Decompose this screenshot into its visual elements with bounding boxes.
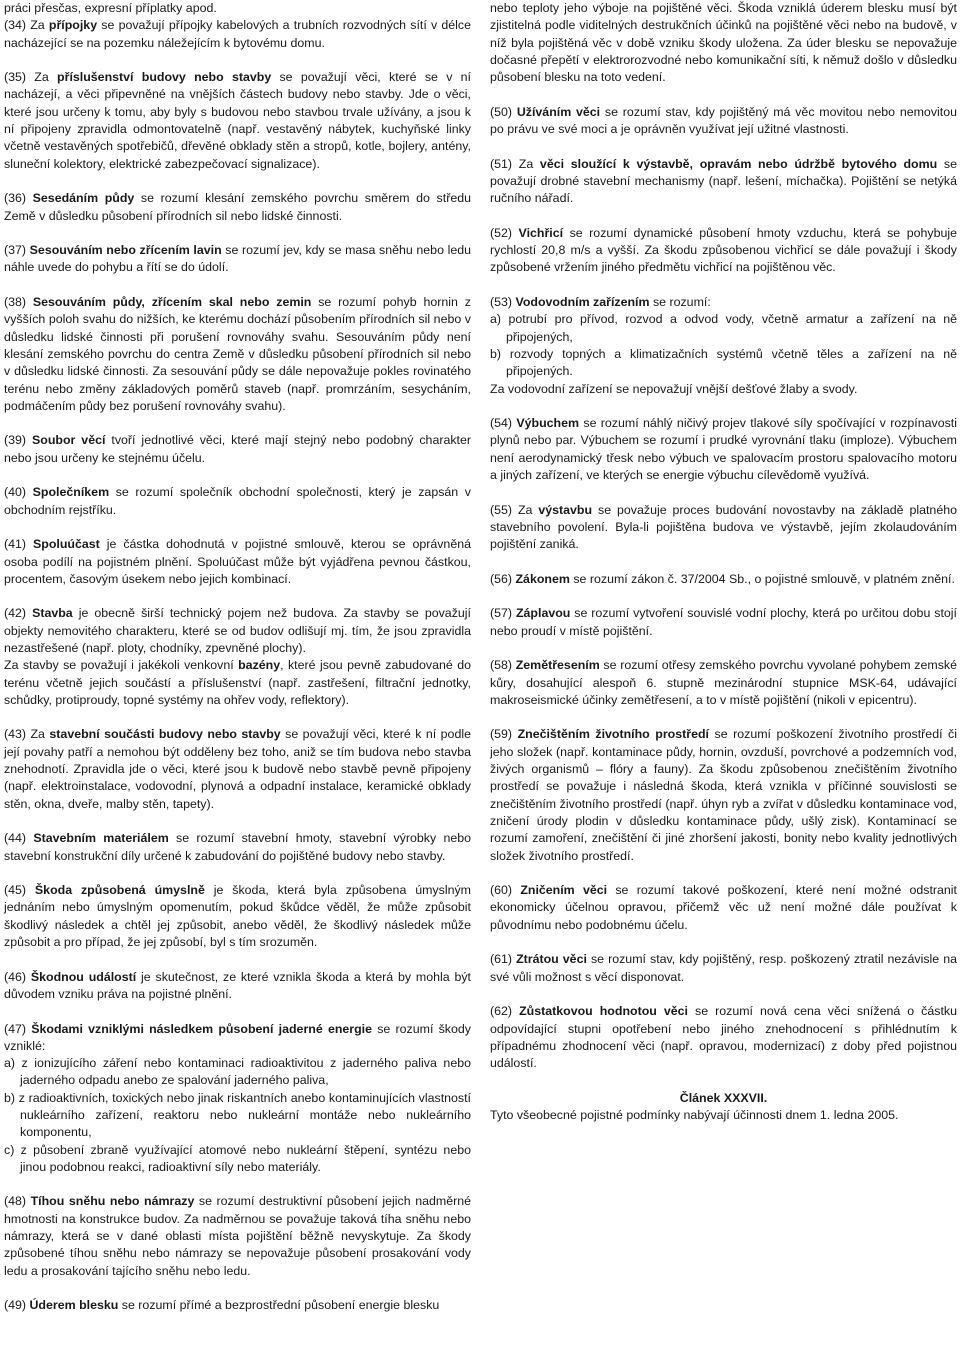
term-vichrice: Vichřicí	[518, 225, 564, 240]
list-item: a) potrubí pro přívod, rozvod a odvod vody, včetně armatur a zařízení na ně připojených,	[490, 312, 957, 344]
paragraph-53	[490, 294, 957, 311]
paragraph-text: se rozumí stav, kdy pojištěný má věc movitou nebo nemovitou po právu ve své moci a je oprávněn využívat její užitné vlastnosti.	[490, 104, 957, 137]
paragraph-lead: (53)	[490, 295, 516, 310]
paragraph-lead: (40)	[4, 485, 33, 500]
paragraph-text: je obecně širší technický pojem než budova. Za stavby se považují objekty nemovitého charakteru, které se od budov odlišují mj. tím, že jsou zpravidla nezastřešené (např. ploty, chodníky, zpevněné plochy).	[4, 606, 471, 655]
paragraph-text: se rozumí pohyb hornin z vyšších poloh svahu do nižších, ke kterému dochází působením přírodních sil nebo v důsledku lidské činnosti při porušení rovnováhy svahu. Sesouváním půdy není klesání zemského povrchu do centra Země v důsledku působení přírodních sil nebo v důsledku lidské činnosti. Za sesouvání půdy se dále nepovažuje pokles rovinatého terénu nebo změny základových poměrů staveb (např. promrzáním, sesycháním, podmáčením půdy bez porušení rovnováhy svahu).	[4, 295, 471, 413]
paragraph-text: se rozumí přímé a bezprostřední působení energie blesku	[118, 1298, 440, 1313]
term-stavba: Stavba	[32, 606, 73, 621]
paragraph-text: se rozumí otřesy zemského povrchu vyvolané pohybem zemské kůry, dosahující alespoň 6. stupně mezinárodní stupnice MSK-64, udávající makroseismické účinky zemětřesení, a to v místě pojištění (nikoli v epicentru).	[490, 658, 957, 707]
paragraph-text: , které jsou pevně zabudované do terénu včetně jejich součástí a příslušenství (např. zastřešení, filtrační jednotky, schůdky, protiproudy, topné systémy na ohřev vody, reflektory).	[4, 658, 471, 707]
term-spolecnik: Společníkem	[32, 485, 110, 500]
term-zaplava: Záplavou	[515, 606, 571, 621]
paragraph-36	[4, 190, 471, 225]
paragraph-lead: (56)	[490, 571, 516, 586]
term-zakon: Zákonem	[515, 571, 570, 586]
paragraph-52	[490, 225, 957, 277]
paragraph-text: se považují věci, které se v ní nacházejí, a věci připevněné na vnějších částech budovy nebo stavby. Jde o věci, které jsou určeny k tomu, aby byly s budovou nebo stavbou trvale užívány, a jsou k ní připojeny zpravidla odmontovatelně (např. vestavěný nábytek, kuchyňské linky včetně vestavěných spotřebičů, dřevěné obklady stěn a stropů, kotle, bojlery, antény, sluneční kolektory, elektrické zabezpečovací signalizace).	[4, 70, 471, 171]
paragraph-text: se rozumí:	[649, 295, 711, 310]
paragraph-text: se rozumí stav, kdy pojištěný, resp. poškozený ztratil nezávisle na své vůli možnost s věcí disponovat.	[490, 952, 958, 984]
term-pripojky: přípojky	[48, 18, 98, 33]
paragraph-48	[4, 1193, 471, 1279]
paragraph-39	[4, 432, 471, 467]
paragraph-text: se považují věci, které k ní podle její povahy patří a nemohou být odděleny bez toho, aniž se tím budova nebo stavba znehodnotí. Zpravidla jde o věci, které jsou k budově nebo stavbě pevně připojeny (např. elektroinstalace, vodovodní, plynová a odpadní instalace, keramické obklady stěn, okna, dveře, malby stěn, tapety).	[4, 727, 471, 811]
paragraph-text: se považují drobné stavební mechanismy (např. lešení, míchačka). Pojištění se netýká ručního nářadí.	[490, 156, 957, 206]
paragraph-lead: (34) Za	[4, 18, 49, 33]
paragraph-56	[490, 571, 957, 588]
paragraph-lead: (60)	[490, 883, 521, 898]
paragraph-lead: (41)	[4, 537, 33, 552]
paragraph-text: je skutečnost, ze které vznikla škoda a která by mohla být důvodem vzniku práva na pojistné plnění.	[4, 969, 471, 1001]
paragraph-lead: (49)	[4, 1298, 30, 1313]
paragraph-lead: (48)	[4, 1194, 31, 1209]
paragraph-lead: (43) Za	[4, 727, 50, 742]
paragraph-44	[4, 830, 471, 865]
paragraph-text: tvoří jednotlivé věci, které mají stejný nebo podobný charakter nebo jsou určeny ke stejnému účelu.	[4, 433, 472, 465]
term-vybuch: Výbuchem	[516, 416, 580, 431]
term-bazeny: bazény	[238, 658, 281, 673]
paragraph-text: se rozumí zákon č. 37/2004 Sb., o pojistné smlouvě, v platném znění.	[569, 571, 955, 586]
term-zemetreseni: Zemětřesením	[515, 658, 600, 673]
paragraph-text: se rozumí destruktivní působení jejich nadměrné hmotnosti na konstrukce budov. Za nadměrnou se považuje taková tíha sněhu nebo námrazy, která se v dané oblasti místa pojištění běžně nevyskytuje. Za škody způsobené tíhou sněhu nebo námrazy se nepovažuje působení prosakování vody ledu a prosakování tajícího sněhu nebo ledu.	[4, 1194, 471, 1278]
paragraph-text: se rozumí vytvoření souvislé vodní plochy, která po určitou dobu stojí nebo proudí v místě pojištění.	[490, 606, 957, 638]
paragraph-text: se rozumí poškození životního prostředí či jeho složek (např. kontaminace půdy, hornin, ovzduší, povrchové a podzemních vod, živých organismů – flóry a fauny). Za škodu způsobenou znečištěním životního prostředí se považuje i následná škoda, která vznikla v příčinné souvislosti se znečištěním životního prostředí (např. úhyn ryb a zvířat v důsledku kontaminace vod, zničení úrody plodin v důsledku kontaminace půdy, ušlý zisk). Kontaminací se rozumí zamoření, znečištění či jiné zhoršení jakosti, bonity nebo kvality jednotlivých složek životního prostředí.	[490, 727, 957, 863]
paragraph-61	[490, 951, 957, 986]
article-title: Článek XXXVII.	[679, 1090, 768, 1105]
paragraph-text: je škoda, která byla způsobena úmyslným jednáním nebo úmyslným opomenutím, pokud škůdce věděl, že může způsobit škodlivý následek a chtěl jej způsobit, anebo věděl, že škodlivý následek může způsobit a pro případ, že jej způsobí, byl s tím srozuměn.	[4, 883, 471, 950]
paragraph-lead: (51) Za	[490, 156, 540, 171]
paragraph-43	[4, 726, 471, 812]
paragraph-lead: (59)	[490, 727, 518, 742]
term-stavebni-material: Stavebním materiálem	[33, 831, 169, 846]
term-soubor-veci: Soubor věcí	[32, 433, 106, 448]
term-veci-vystavba: věci sloužící k výstavbě, opravám nebo údržbě bytového domu	[539, 156, 938, 171]
paragraph-lead: (44)	[4, 831, 34, 846]
paragraph-57	[490, 605, 957, 640]
paragraph-text: se rozumí dynamické působení hmoty vzduchu, která se pohybuje rychlostí 20,8 m/s a vyšší. Za škodu způsobenou vichřicí se dále považují i škody způsobené vržením jiného předmětu vichřicí na pojištěnou věc.	[490, 225, 957, 275]
term-laviny: Sesouváním nebo zřícením lavin	[29, 243, 222, 258]
paragraph-60	[490, 882, 957, 934]
paragraph-text: se považují přípojky kabelových a trubních rozvodných sítí v délce nacházející se na pozemku náležejícím k bytovému domu.	[4, 18, 471, 50]
paragraph-lead: (42)	[4, 606, 33, 621]
paragraph-lead: (54)	[490, 416, 517, 431]
paragraph-text: se rozumí společník obchodní společnosti, který je zapsán v obchodním rejstříku.	[4, 485, 471, 517]
term-vystavba: výstavbu	[538, 502, 593, 517]
paragraph-45	[4, 882, 471, 951]
paragraph-37	[4, 242, 471, 277]
list-item: b) rozvody topných a klimatizačních systémů včetně těles a zařízení na ně připojených.	[490, 346, 957, 379]
paragraph-text: se rozumí takové poškození, které není možné odstranit ekonomicky účelnou opravou, přičemž věc už není možné dále používat k původnímu nebo podobnému účelu.	[490, 883, 957, 932]
paragraph-text: se rozumí nová cena věci snížená o částku odpovídající stupni opotřebení nebo jiného znehodnocení s přihlédnutím k případnému zhodnocení věci (např. opravou, modernizací) z doby před pojistnou událostí.	[490, 1004, 957, 1071]
term-ztrata: Ztrátou věci	[516, 952, 587, 967]
paragraph-lead: (45)	[4, 883, 35, 898]
term-prislusenstvi: příslušenství budovy nebo stavby	[57, 70, 272, 85]
paragraph-59	[490, 726, 957, 864]
paragraph-lead: (46)	[4, 969, 31, 984]
paragraph-text: práci přesčas, expresní příplatky apod.	[4, 1, 217, 15]
paragraph-text: se rozumí náhlý ničivý projev tlakové síly spočívající v rozpínavosti plynů nebo par. Výbuchem se rozumí i prudké vyrovnání tlaku (imploze). Výbuchem není aerodynamický třesk nebo výbuch ve spalovacím prostoru spalovacího motoru a jiných zařízení, ve kterých se energie výbuchu cílevědomě využívá.	[490, 416, 957, 483]
paragraph-text: je částka dohodnutá v pojistné smlouvě, kterou se oprávněná osoba podílí na pojistném plnění. Spoluúčast může být vyjádřena pevnou částkou, procentem, časovým úsekem nebo jejich kombinací.	[4, 537, 471, 586]
paragraph-lead: (62)	[490, 1004, 520, 1019]
term-znecisteni: Znečištěním životního prostředí	[517, 727, 709, 742]
paragraph-58	[490, 657, 957, 709]
paragraph-46	[4, 969, 471, 1004]
term-jaderna-energie: Škodami vzniklými následkem působení jaderné energie	[31, 1021, 373, 1036]
term-zustatkova-hodnota: Zůstatkovou hodnotou věci	[519, 1004, 688, 1019]
paragraph-41	[4, 536, 471, 588]
paragraph-note: Za vodovodní zařízení se nepovažují vnější dešťové žlaby a svody.	[490, 381, 858, 396]
paragraph-lead: (57)	[490, 606, 516, 621]
paragraph-lead: (38)	[4, 295, 33, 310]
paragraph-lead: (50)	[490, 104, 517, 119]
paragraph-35	[4, 69, 471, 173]
paragraph-text: se rozumí škody vzniklé:	[4, 1021, 471, 1053]
term-sesedani: Sesedáním půdy	[32, 191, 135, 206]
paragraph-40	[4, 484, 471, 519]
paragraph-intro	[4, 0, 471, 52]
right-column	[490, 0, 957, 1142]
term-spoluucast: Spoluúčast	[33, 537, 100, 552]
term-uder-blesku: Úderem blesku	[29, 1298, 119, 1313]
paragraph-38	[4, 294, 471, 415]
list-item: c) z působení zbraně využívající atomové nebo nukleární štěpení, syntézu nebo jinou podobnou reakci, radioaktivní síly nebo materiály.	[4, 1142, 471, 1174]
paragraph-62	[490, 1003, 957, 1072]
term-stavebni-soucasti: stavební součásti budovy nebo stavby	[49, 727, 281, 742]
paragraph-lead: (36)	[4, 191, 33, 206]
term-vodovodni-zarizeni: Vodovodním zařízením	[515, 295, 650, 310]
term-skoda-umyslne: Škoda způsobená úmyslně	[34, 883, 205, 898]
paragraph-49-continued: nebo teploty jeho výboje na pojištěné věci. Škoda vzniklá úderem blesku musí být zjistitelná podle viditelných destrukčních účinků na pojištěné věci nebo na budově, v níž byla pojištěná věc v době vzniku škody uložena. Za úder blesku se nepovažuje dočasné přepětí v elektrorozvodné nebo komunikační síti, k němuž došlo v důsledku působení blesku na toto vedení.	[490, 1, 957, 85]
paragraph-text: se rozumí klesání zemského povrchu směrem do středu Země v důsledku působení přírodních sil nebo lidské činnosti.	[4, 191, 471, 223]
paragraph-51	[490, 156, 957, 208]
term-zniceni: Zničením věci	[520, 883, 608, 898]
paragraph-lead: (52)	[490, 225, 519, 240]
term-tiha-snehu: Tíhou sněhu nebo námrazy	[30, 1194, 195, 1209]
paragraph-lead: (47)	[4, 1021, 32, 1036]
paragraph-text: se rozumí stavební hmoty, stavební výrobky nebo stavební konstrukční díly určené k zabudování do pojištěné budovy nebo stavby.	[4, 831, 472, 863]
term-skodna-udalost: Škodnou událostí	[30, 969, 137, 984]
paragraph-lead: (55) Za	[490, 502, 539, 517]
list-item: a) z ionizujícího záření nebo kontaminaci radioaktivitou z jaderného paliva nebo jaderného odpadu anebo ze spalování jaderného paliva,	[4, 1056, 471, 1088]
paragraph-lead: (58)	[490, 658, 516, 673]
paragraph-49	[4, 1297, 471, 1314]
paragraph-lead: Za stavby se považují i jakékoli venkovní	[4, 658, 239, 673]
paragraph-54	[490, 415, 957, 484]
paragraph-lead: (39)	[4, 433, 32, 448]
list-item: b) z radioaktivních, toxických nebo jinak riskantních anebo kontaminujících vlastností nukleárního zařízení, reaktoru nebo nukleární montáže nebo nukleárního komponentu,	[4, 1090, 471, 1140]
paragraph-50	[490, 104, 957, 139]
left-column	[4, 0, 471, 1315]
paragraph-47	[4, 1021, 471, 1056]
paragraph-lead: (35) Za	[4, 70, 58, 85]
closing-statement: Tyto všeobecné pojistné podmínky nabývají účinnosti dnem 1. ledna 2005.	[490, 1108, 899, 1122]
term-uzivani: Užíváním věci	[516, 104, 601, 119]
paragraph-lead: (61)	[490, 952, 517, 967]
term-sesouvani-pudy: Sesouváním půdy, zřícením skal nebo zemin	[32, 295, 312, 310]
paragraph-text: se považuje proces budování novostavby na základě platného stavebního povolení. Byla-li pojištěna budova ve výstavbě, jejím zkolaudováním pojištění zaniká.	[490, 502, 957, 552]
paragraph-text: se rozumí jev, kdy se masa sněhu nebo ledu náhle uvede do pohybu a řítí se do údolí.	[4, 243, 472, 275]
paragraph-55	[490, 502, 957, 554]
paragraph-42	[4, 605, 471, 709]
paragraph-lead: (37)	[4, 243, 30, 258]
